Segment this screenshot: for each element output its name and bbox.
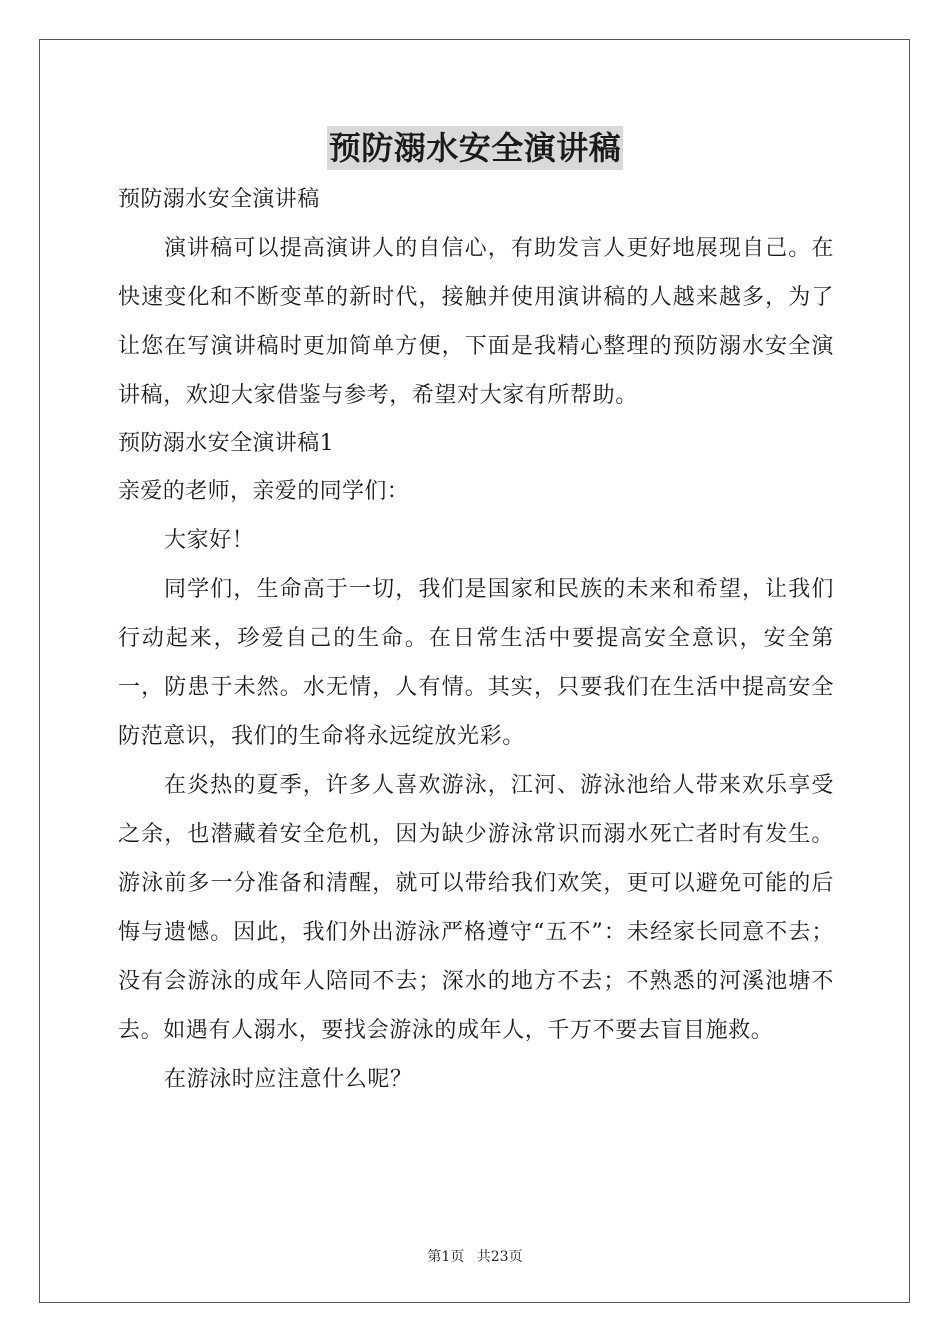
section-heading: 预防溺水安全演讲稿1 xyxy=(118,431,334,456)
title-wrap xyxy=(0,126,950,170)
greeting: 大家好！ xyxy=(164,528,255,553)
document-subtitle: 预防溺水安全演讲稿 xyxy=(118,187,320,212)
page-footer xyxy=(0,1246,950,1266)
intro-paragraph: 演讲稿可以提高演讲人的自信心，有助发言人更好地展现自己。在快速变化和不断变革的新时代，接触并使用演讲稿的人越来越多，为了让您在写演讲稿时更加简单方便，下面是我精心整理的预防溺水安全演讲稿，欢迎大家借鉴与参考，希望对大家有所帮助。 xyxy=(118,236,834,408)
body-paragraph: 在游泳时应注意什么呢？ xyxy=(164,1067,413,1092)
document-body xyxy=(118,176,834,1104)
document-title: 预防溺水安全演讲稿 xyxy=(327,126,624,170)
page-total: 共23页 xyxy=(476,1249,523,1265)
body-paragraph: 同学们，生命高于一切，我们是国家和民族的未来和希望，让我们行动起来，珍爱自己的生命。在日常生活中要提高安全意识，安全第一，防患于未然。水无情，人有情。其实，只要我们在生活中提高安全防范意识，我们的生命将永远绽放光彩。 xyxy=(118,577,834,749)
page-number: 第1页 xyxy=(427,1249,465,1265)
salutation: 亲爱的老师，亲爱的同学们： xyxy=(118,479,410,504)
body-paragraph: 在炎热的夏季，许多人喜欢游泳，江河、游泳池给人带来欢乐享受之余，也潜藏着安全危机，因为缺少游泳常识而溺水死亡者时有发生。游泳前多一分准备和清醒，就可以带给我们欢笑，更可以避免可能的后悔与遗憾。因此，我们外出游泳严格遵守“五不”：未经家长同意不去；没有会游泳的成年人陪同不去；深水的地方不去；不熟悉的河溪池塘不去。如遇有人溺水，要找会游泳的成年人，千万不要去盲目施救。 xyxy=(118,773,834,1043)
